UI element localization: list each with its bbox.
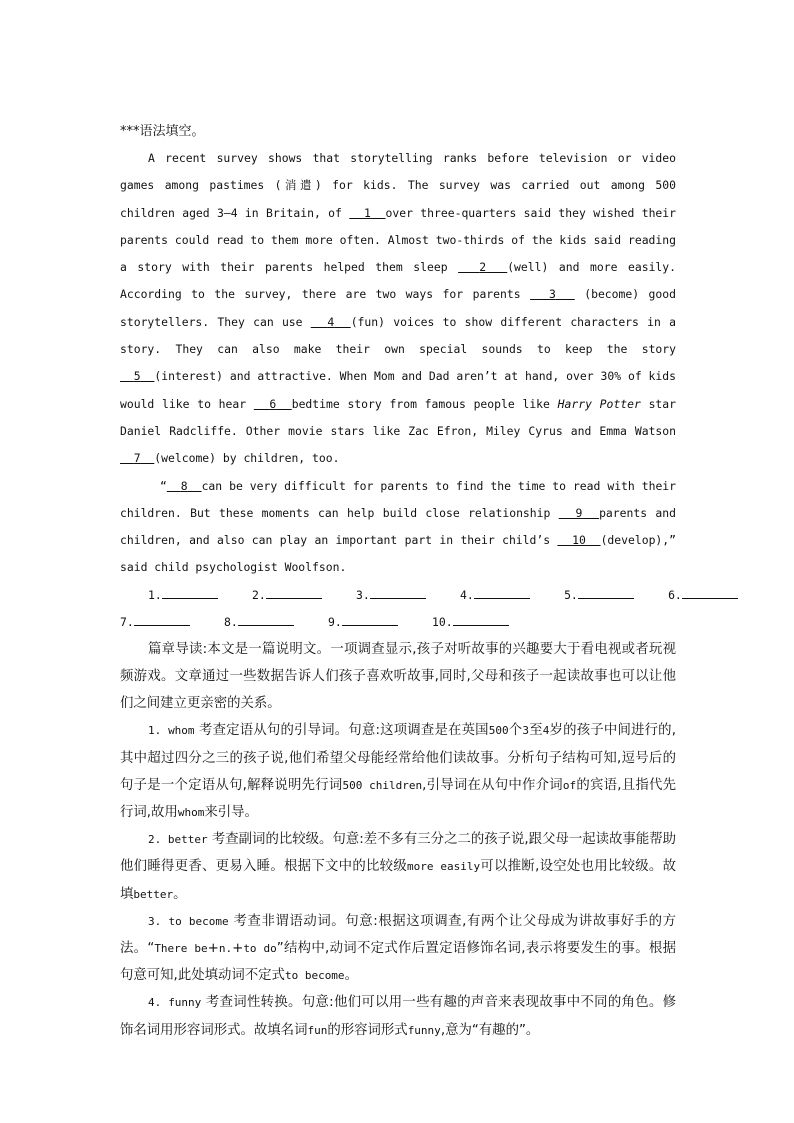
blank-8: 8 bbox=[180, 478, 188, 493]
blank-9: 9 bbox=[575, 505, 583, 520]
blank-4: 4 bbox=[327, 314, 335, 329]
passage-text: (interest) and attractive. When Mom and Dad aren’t at hand, over 30% of kids would like to hear bbox=[120, 369, 676, 411]
answer-slot[interactable]: 6. bbox=[668, 582, 738, 609]
blank-1: 1 bbox=[363, 205, 371, 220]
document-page bbox=[120, 118, 682, 1044]
section-title: ***语法填空。 bbox=[120, 124, 205, 139]
passage-text: (fun) voices to show different characters in a story. They can also make their own special sounds to keep the story bbox=[120, 314, 676, 357]
explanation-1: 1. whom 考查定语从句的引导词。句意:这项调查是在英国500个3至4岁的孩子中间进行的,其中超过四分之三的孩子说,他们希望父母能经常给他们读故事。分析句子结构可知,逗号后的句子是一个定语从句,解释说明先行词500 children,引导词在从句中作介词of的宾语,且指代先行词,故用whom来引导。 bbox=[120, 723, 677, 820]
passage-paragraph-2 bbox=[120, 473, 676, 582]
explanation-3: 3. to become 考查非谓语动词。句意:根据这项调查,有两个让父母成为讲故事好手的方法。“There be+n.+to do”结构中,动词不定式作后置定语修饰名词,表示将要发生的事。根据句意可知,此处填动词不定式to become。 bbox=[120, 913, 676, 984]
answer-key: funny bbox=[168, 996, 202, 1010]
answer-lines bbox=[120, 582, 682, 636]
passage-text: (welcome) by children, too. bbox=[154, 451, 340, 466]
passage-text: star Daniel Radcliffe. Other movie stars like Zac Efron, Miley Cyrus and Emma Watson bbox=[120, 396, 677, 438]
passage-paragraph-1 bbox=[120, 145, 676, 473]
explanation-2: 2. better 考查副词的比较级。句意:差不多有三分之二的孩子说,跟父母一起读故事能帮助他们睡得更香、更易入睡。根据下文中的比较级more easily可以推断,设空处也用比较级。故填better。 bbox=[120, 832, 676, 902]
blank-3: 3 bbox=[548, 287, 556, 302]
answer-key: better bbox=[167, 833, 208, 847]
answer-key: to become bbox=[168, 914, 229, 928]
answer-slot[interactable]: 7. bbox=[120, 609, 190, 636]
blank-7: 7 bbox=[133, 451, 141, 466]
answer-slot[interactable]: 3. bbox=[356, 582, 426, 609]
article-guide: 篇章导读:本文是一篇说明文。一项调查显示,孩子对听故事的兴趣要大于看电视或者玩视频游戏。文章通过一些数据告诉人们孩子喜欢听故事,同时,父母和孩子一起读故事也可以让他们之间建立更亲密的关系。 bbox=[120, 641, 676, 712]
explanation-4: 4. funny 考查词性转换。句意:他们可以用一些有趣的声音来表现故事中不同的角色。修饰名词用形容词形式。故填名词fun的形容词形式funny,意为“有趣的”。 bbox=[120, 995, 677, 1038]
answer-slot[interactable]: 1. bbox=[148, 582, 218, 609]
passage-text: (become) good storytellers. They can use bbox=[120, 287, 676, 329]
answer-slot[interactable]: 4. bbox=[460, 582, 530, 609]
passage-text: (develop),” said child psychologist Woolfson. bbox=[120, 533, 676, 575]
answer-slot[interactable]: 8. bbox=[224, 609, 294, 636]
passage-text: parents and children, and also can play an important part in their child’s bbox=[120, 505, 677, 548]
answer-key: whom bbox=[168, 724, 195, 738]
passage-text: A recent survey shows that storytelling ranks before television or video games among pastimes (消遣) for kids. The survey was carried out among 500 children aged 3—4 in Britain, of bbox=[120, 151, 676, 220]
blank-6: 6 bbox=[269, 396, 277, 411]
answer-slot[interactable]: 9. bbox=[328, 609, 398, 636]
passage-text: (well) and more easily. According to the survey, there are two ways for parents bbox=[120, 260, 677, 302]
book-title-italic: Harry Potter bbox=[557, 396, 641, 411]
passage-text: can be very difficult for parents to find the time to read with their children. But these moments can help build close relationship bbox=[120, 478, 677, 520]
passage-text: over three-quarters said they wished their parents could read to them more often. Almost two-thirds of the kids said reading a story with their parents helped them sleep bbox=[120, 205, 676, 275]
answer-slot[interactable]: 2. bbox=[252, 582, 322, 609]
quote-mark: “ bbox=[160, 478, 167, 493]
passage-text: bedtime story from famous people like bbox=[291, 396, 558, 411]
answer-slot[interactable]: 10. bbox=[432, 609, 509, 636]
blank-5: 5 bbox=[133, 369, 141, 384]
blank-10: 10 bbox=[572, 533, 586, 548]
blank-2: 2 bbox=[479, 260, 487, 275]
answer-slot[interactable]: 5. bbox=[564, 582, 634, 609]
